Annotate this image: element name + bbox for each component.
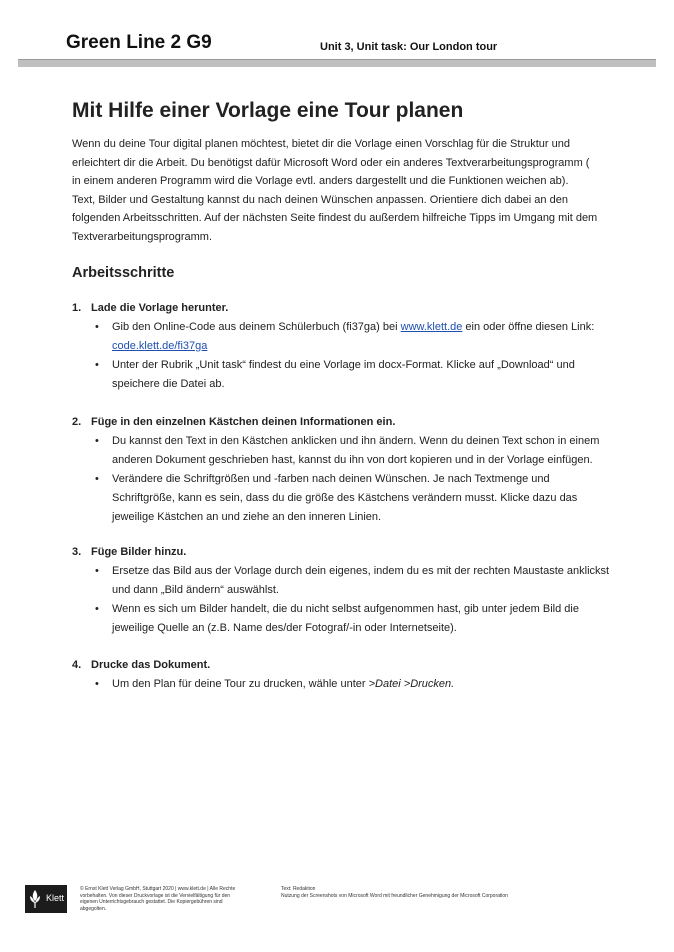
footer-line: eigenen Unterrichtsgebrauch gestattet. Die Kopiergebühren sind [80,899,223,906]
bullet-line: jeweilige Quelle an (z.B. Name des/der Fotograf/-in oder Internetseite). [112,621,457,634]
intro-paragraph [72,135,612,247]
step-bullet-text [112,675,612,694]
header-subtitle: Unit 3, Unit task: Our London tour [320,41,498,53]
step-number: 1. [72,302,82,314]
page-title: Mit Hilfe einer Vorlage eine Tour planen [72,99,464,122]
intro-line: Wenn du deine Tour digital planen möchtest, bietet dir die Vorlage einen Vorschlag für die Struktur und [72,138,570,150]
footer-credits [281,886,581,899]
step-title: Füge in den einzelnen Kästchen deinen Informationen ein. [91,416,396,428]
bullet-line: Ersetze das Bild aus der Vorlage durch dein eigenes, indem du es mit der rechten Maustaste anklickst [112,565,610,577]
bullet-text: Um den Plan für deine Tour zu drucken, wähle unter [112,678,369,690]
bullet-line: Unter der Rubrik „Unit task“ findest du eine Vorlage im docx-Format. Klicke auf „Download“ und [112,359,575,371]
footer-line: Text: Redaktion [281,886,316,892]
step-number: 4. [72,659,82,671]
intro-line: folgenden Arbeitsschritten. Auf der nächsten Seite findest du außerdem hilfreiche Tipps im Umgang mit dem [72,212,598,225]
bullet-line [112,675,612,694]
intro-line: Textverarbeitungsprogramm. [72,230,213,243]
bullet-line: Du kannst den Text in den Kästchen anklicken und ihn ändern. Wenn du deinen Text schon in einem [112,435,600,447]
bullet-icon: • [95,473,99,485]
bullet-icon: • [95,565,99,577]
bullet-line: jeweilige Kästchen an und ziehe an den inneren Linien. [112,510,382,523]
klett-flower-icon [28,889,42,909]
intro-line: in einem anderen Programm wird die Vorlage evtl. anders dargestellt und die Funktionen weichen ab). [72,175,569,188]
online-code-link[interactable]: code.klett.de/fi37ga [112,339,208,352]
step-number: 2. [72,416,82,428]
intro-line: Text, Bilder und Gestaltung kannst du nach deinen Wünschen anpassen. Orientiere dich dabei an den [72,193,568,206]
footer-line: abgegolten. [80,905,107,912]
footer-line: vorbehalten. Von dieser Druckvorlage ist die Vervielfältigung für den [80,892,231,899]
footer-line: © Ernst Klett Verlag GmbH, Stuttgart 2020 | www.klett.de | Alle Rechte [80,886,236,892]
step-bullet-text [112,318,612,356]
bullet-icon: • [95,678,99,690]
footer-line: Nutzung der Screenshots von Microsoft Word mit freundlicher Genehmigung der Microsoft Corporation [281,892,508,899]
bullet-icon: • [95,321,99,333]
bullet-line [112,337,612,356]
bullet-line: Schriftgröße, kann es sein, dass du die größe des Kästchens verändern musst. Klicke dazu das [112,491,578,504]
menu-path-text: >Datei >Drucken. [368,678,455,690]
step-bullet-text [112,432,612,470]
step-title: Lade die Vorlage herunter. [91,302,229,314]
intro-line: erleichtert dir die Arbeit. Du benötigst dafür Microsoft Word oder ein anderes Textverarbeitungsprogramm ( [72,156,590,169]
header-title: Green Line 2 G9 [66,32,212,53]
step-bullet-text [112,562,612,600]
bullet-line: anderen Dokument geschrieben hast, kannst du ihn von dort kopieren und in der Vorlage einfügen. [112,453,593,466]
klett-link[interactable]: www.klett.de [400,321,463,333]
bullet-line [112,318,612,337]
section-heading: Arbeitsschritte [72,265,175,281]
step-bullet-text [112,600,612,638]
bullet-icon: • [95,359,99,371]
step-title: Drucke das Dokument. [91,659,211,671]
step-bullet-text [112,356,612,394]
bullet-line: Verändere die Schriftgrößen und -farben nach deinen Wünschen. Je nach Textmenge und [112,473,550,485]
klett-logo [25,885,67,913]
footer-copyright [80,886,270,912]
bullet-icon: • [95,603,99,615]
bullet-text: Gib den Online-Code aus deinem Schülerbuch (fi37ga) bei [112,321,401,333]
step-title: Füge Bilder hinzu. [91,546,187,558]
step-number: 3. [72,546,82,558]
bullet-text: ein oder öffne diesen Link: [462,321,595,333]
header-divider [18,59,656,67]
step-bullet-text [112,470,612,526]
logo-text: Klett [46,893,65,903]
bullet-line: und dann „Bild ändern“ auswählst. [112,583,279,596]
bullet-line: Wenn es sich um Bilder handelt, die du nicht selbst aufgenommen hast, gib unter jedem Bild die [112,603,579,615]
bullet-line: speichere die Datei ab. [112,377,225,390]
bullet-icon: • [95,435,99,447]
